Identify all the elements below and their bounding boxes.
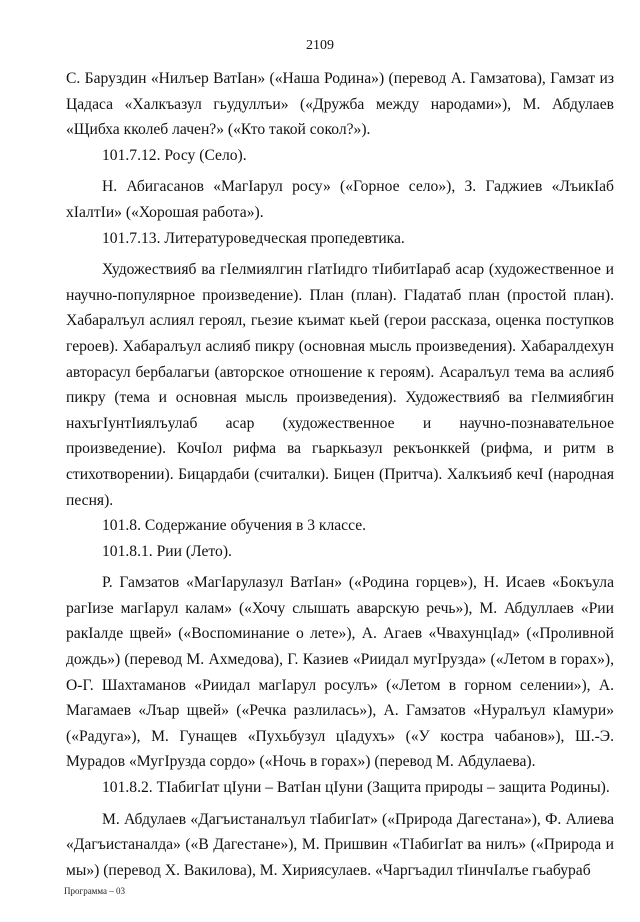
paragraph-authors-1: С. Баруздин «Нилъер ВатIан» («Наша Родина») (перевод А. Гамзатова), Гамзат из Цадаса «Халкъазул гьудуллъи» («Дружба между народами»), М. Абдулаев «Щибха кколеб лачен?» («Кто такой сокол?»).	[66, 70, 614, 139]
paragraph-nature-works: М. Абдулаев «Дагъистаналъул тIабигIат» («Природа Дагестана»), Ф. Алиева «Дагъистаналда» («В Дагестане»), М. Пришвин «ТIабигIат ва нилъ» («Природа и мы») (перевод Х. Вакилова), М. Хириясулаев. «Чаргъадил тIинчIалъе гьабураб	[66, 810, 614, 879]
section-heading-101-8: 101.8. Содержание обучения в 3 классе.	[102, 517, 367, 535]
section-heading-101-8-1: 101.8.1. Рии (Лето).	[102, 542, 232, 560]
section-heading-101-8-2: 101.8.2. ТIабигIат цIуни – ВатIан цIуни (Защита природы – защита Родины).	[102, 779, 610, 797]
page-number: 2109	[306, 38, 334, 53]
document-body	[66, 66, 614, 883]
paragraph-literary-propaedeutics: Художествияб ва гIелмиялгин гIатIидго тIибитIараб асар (художественное и научно-популярное произведение). План (план). ГIадатаб план (простой план). Хабаралъул аслиял героял, гьезие къимат кьей (герои рассказа, оценка поступков героев). Хабаралъул аслияб пикру (основная мысль произведения). Хабаралдехун авторасул бербалагьи (авторское отношение к героям). Асаралъул тема ва аслияб пикру (тема и основная мысль произведения). Художествияб ва гIелмиябгин нахъгIунтIиялъулаб асар (художественное и научно-познавательное произведение). КочIол рифма ва гьаркьазул рекъонккей (рифма, и ритм в стихотворении). Бицардаби (считалки). Бицен (Притча). Халкъияб кечI (народная песня).	[66, 261, 614, 509]
section-heading-101-7-12: 101.7.12. Росу (Село).	[102, 146, 247, 164]
paragraph-authors-2: Н. Абигасанов «МагIарул росу» («Горное село»), З. Гаджиев «ЛъикIаб хIалтIи» («Хорошая работа»).	[66, 178, 614, 221]
section-heading-101-7-13: 101.7.13. Литературоведческая пропедевтика.	[102, 229, 405, 247]
paragraph-summer-works: Р. Гамзатов «МагIарулазул ВатIан» («Родина горцев»), Н. Исаев «Бокъула рагIизе магIарул калам» («Хочу слышать аварскую речь»), М. Абдуллаев «Рии ракIалде щвей» («Воспоминание о лете»), А. Агаев «ЧвахунцIад» («Проливной дождь») (перевод М. Ахмедова), Г. Казиев «Риидал мугIрузда» («Летом в горах»), О-Г. Шахтаманов «Риидал магIарул росулъ» («Летом в горном селении»), А. Магамаев «Лъар щвей» («Речка разлилась»), А. Гамзатов «Нуралъул кIамури» («Радуга»), М. Гунащев «Пухьбузул цIадухъ» («У костра чабанов»), Ш.-Э. Мурадов «МугIрузда сордо» («Ночь в горах») (перевод М. Абдулаева).	[66, 574, 614, 771]
page-footer: Программа – 03	[64, 886, 126, 896]
